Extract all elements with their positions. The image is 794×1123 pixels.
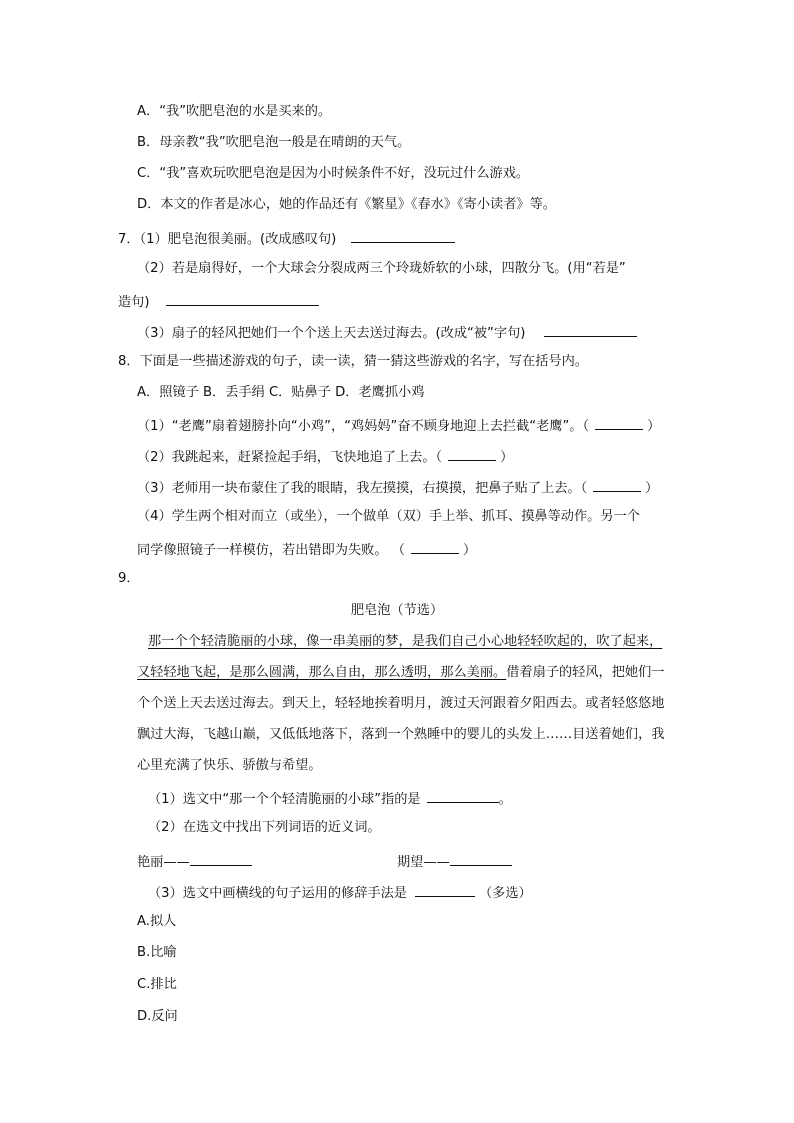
- q9-word-qiwang-text: 期望——: [397, 855, 450, 870]
- q9-passage-line2-rest: 借着扇子的轻风，把她们一: [506, 665, 665, 680]
- q9-choice-d: D.反问: [137, 1009, 178, 1024]
- q8-sentence-1: [137, 415, 660, 436]
- q8-s3-answer-blank[interactable]: [593, 477, 641, 492]
- q6-option-c: C．“我”喜欢玩吹肥皂泡是因为小时候条件不好，没玩过什么游戏。: [137, 166, 530, 181]
- q9-passage-line4: 飘过大海，飞越山巅，又低低地落下，落到一个熟睡中的婴儿的头发上……目送着她们，我: [137, 727, 665, 742]
- q9-sub2: （2）在选文中找出下列词语的近义词。: [148, 820, 381, 835]
- q9-passage-line3: 个个送上天去送过海去。到天上，轻轻地挨着明月，渡过天河跟着夕阳西去。或者轻悠悠地: [137, 696, 665, 711]
- q8-s4-close: ）: [462, 543, 477, 558]
- q9-sub1-end: 。: [498, 792, 512, 807]
- q9-passage-title: 肥皂泡（节选）: [350, 603, 444, 618]
- q9-choice-a: A.拟人: [137, 914, 177, 929]
- q9-sub3-end: （多选）: [478, 886, 532, 901]
- q7-part1: [118, 228, 455, 249]
- q8-s2-answer-blank[interactable]: [448, 446, 496, 461]
- q8-s3-text: （3）老师用一块布蒙住了我的眼睛，我左摸摸，右摸摸，把鼻子贴了上去。（: [137, 481, 588, 496]
- q9-choice-c: C.排比: [137, 977, 177, 992]
- q9-word-qiwang-blank[interactable]: [450, 851, 512, 866]
- q6-option-b: B．母亲教“我”吹肥皂泡一般是在晴朗的天气。: [137, 135, 411, 150]
- q9-number: 9．: [118, 571, 140, 586]
- q8-intro: 8．下面是一些描述游戏的句子，读一读，猜一猜这些游戏的名字，写在括号内。: [118, 354, 588, 369]
- q9-word-qiwang: [397, 851, 512, 872]
- q9-sub3-text: （3）选文中画横线的句子运用的修辞手法是: [148, 886, 407, 901]
- q7-part3: [137, 322, 637, 343]
- q8-s3-close: ）: [645, 481, 659, 496]
- q6-option-a: A．“我”吹肥皂泡的水是买来的。: [137, 104, 332, 119]
- q7-part2-line1: （2）若是扇得好，一个大球会分裂成两三个玲珑娇软的小球，四散分飞。(用“若是”: [137, 261, 626, 276]
- q9-sub3: [148, 882, 532, 903]
- q9-sub1: [148, 788, 512, 809]
- q8-sentence-4-line1: （4）学生两个相对而立（或坐），一个做单（双）手上举、抓耳、摸鼻等动作。另一个: [137, 509, 640, 524]
- q8-s2-close: ）: [500, 450, 514, 465]
- q8-s1-answer-blank[interactable]: [595, 415, 643, 430]
- q9-sub1-answer-blank[interactable]: [427, 788, 499, 803]
- q7-part3-answer-blank[interactable]: [544, 322, 637, 337]
- q8-s1-text: （1）“老鹰”扇着翅膀扑向“小鸡”，“鸡妈妈”奋不顾身地迎上去拦截“老鹰”。（: [137, 419, 590, 434]
- q7-part3-text: （3）扇子的轻风把她们一个个送上天去送过海去。(改成“被”字句): [137, 326, 526, 341]
- q9-word-yanli-text: 艳丽——: [137, 855, 190, 870]
- q7-part1-text: 7．（1）肥皂泡很美丽。(改成感叹句): [118, 232, 337, 247]
- q8-sentence-3: [137, 477, 658, 498]
- q7-part2-line2: [118, 291, 319, 312]
- q9-passage-line1-underlined: 那一个个轻清脆丽的小球，像一串美丽的梦，是我们自己小心地轻轻吹起的，吹了起来，: [148, 634, 663, 649]
- q9-word-yanli: [137, 851, 252, 872]
- q9-sub1-text: （1）选文中“那一个个轻清脆丽的小球”指的是: [148, 792, 421, 807]
- q7-part2-line2-text: 造句): [118, 295, 150, 310]
- q7-part2-answer-blank[interactable]: [166, 291, 319, 306]
- q8-s4-text: 同学像照镜子一样模仿，若出错即为失败。 （: [137, 543, 405, 558]
- q8-s1-close: ）: [647, 419, 661, 434]
- q8-sentence-2: [137, 446, 513, 467]
- q7-part1-answer-blank[interactable]: [351, 228, 455, 243]
- q9-word-yanli-blank[interactable]: [190, 851, 252, 866]
- q8-options: A．照镜子 B．丢手绢 C．贴鼻子 D．老鹰抓小鸡: [137, 385, 425, 400]
- q9-passage-line2: [137, 664, 665, 682]
- q9-passage-line5: 心里充满了快乐、骄傲与希望。: [137, 758, 322, 773]
- q8-s4-answer-blank[interactable]: [411, 539, 459, 554]
- q6-option-d: D．本文的作者是冰心，她的作品还有《繁星》《春水》《寄小读者》等。: [137, 197, 556, 212]
- q9-passage-line2-underlined: 又轻轻地飞起，是那么圆满，那么自由，那么透明，那么美丽。: [137, 665, 507, 680]
- q9-sub3-answer-blank[interactable]: [415, 882, 475, 897]
- q9-choice-b: B.比喻: [137, 945, 177, 960]
- q8-sentence-4-line2: [137, 539, 476, 560]
- q8-s2-text: （2）我跳起来，赶紧捡起手绢，飞快地追了上去。（: [137, 450, 443, 465]
